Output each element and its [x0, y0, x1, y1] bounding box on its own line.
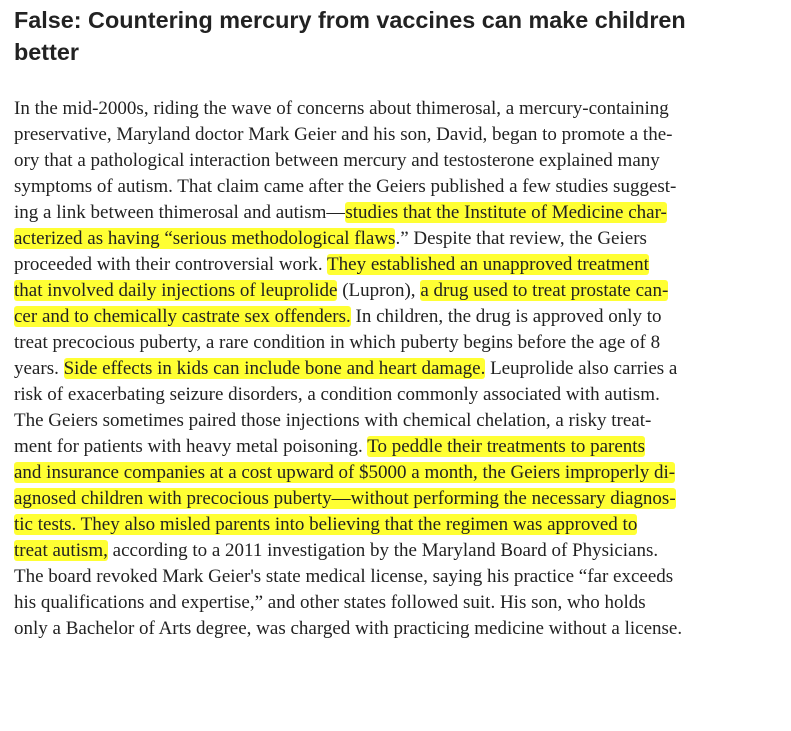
article: [14, 4, 790, 639]
body-text-segment: symptoms of autism. That claim came after the Geiers published a few studies suggest-: [14, 176, 677, 197]
body-text-segment: The board revoked Mark Geier's state medical license, saying his practice “far exceeds: [14, 566, 674, 587]
body-text-segment: treat precocious puberty, a rare condition in which puberty begins before the age of 8: [14, 332, 661, 353]
body-line: [14, 174, 682, 200]
highlighted-text: treat autism,: [14, 540, 108, 561]
body-line: [14, 512, 682, 538]
highlighted-text: that involved daily injections of leuprolide: [14, 280, 338, 301]
highlighted-text: cer and to chemically castrate sex offenders.: [14, 306, 351, 327]
body-text-segment: The Geiers sometimes paired those injections with chemical chelation, a risky treat-: [14, 410, 652, 431]
body-line: [14, 200, 682, 226]
body-line: [14, 252, 682, 278]
body-line: [14, 460, 682, 486]
body-line: [14, 226, 682, 252]
highlighted-text: agnosed children with precocious puberty—without performing the necessary diagnos-: [14, 488, 676, 509]
body-text-segment: In the mid-2000s, riding the wave of concerns about thimerosal, a mercury-containing: [14, 98, 669, 119]
body-line: [14, 538, 682, 564]
body-line: [14, 382, 682, 408]
body-text-segment: ing a link between thimerosal and autism—: [14, 202, 346, 223]
body-text-segment: .” Despite that review, the Geiers: [395, 228, 647, 249]
article-body-paragraph: [14, 96, 682, 642]
body-line: [14, 330, 682, 356]
body-line: [14, 148, 682, 174]
body-text-segment: (Lupron),: [337, 280, 421, 301]
body-text-segment: preservative, Maryland doctor Mark Geier and his son, David, began to promote a the-: [14, 124, 673, 145]
body-text-segment: risk of exacerbating seizure disorders, a condition commonly associated with autism.: [14, 384, 660, 405]
body-text-segment: his qualifications and expertise,” and other states followed suit. His son, who holds: [14, 592, 646, 613]
body-line: [14, 96, 682, 122]
highlighted-text: They established an unapproved treatment: [327, 254, 649, 275]
highlighted-text: acterized as having “serious methodological flaws: [14, 228, 396, 249]
body-line: [14, 408, 682, 434]
highlighted-text: To peddle their treatments to parents: [367, 436, 645, 457]
body-line: [14, 356, 682, 382]
body-line: [14, 278, 682, 304]
headline-line: better: [14, 39, 79, 65]
body-text-segment: only a Bachelor of Arts degree, was charged with practicing medicine without a license.: [14, 618, 683, 639]
body-text-segment: ory that a pathological interaction between mercury and testosterone explained many: [14, 150, 660, 171]
article-headline: [14, 4, 790, 68]
body-line: [14, 616, 682, 642]
body-line: [14, 590, 682, 616]
body-line: [14, 122, 682, 148]
body-line: [14, 434, 682, 460]
highlighted-text: Side effects in kids can include bone and heart damage.: [63, 358, 486, 379]
highlighted-text: tic tests. They also misled parents into believing that the regimen was approved to: [14, 514, 638, 535]
headline-line: False: Countering mercury from vaccines can make children: [14, 7, 686, 33]
body-line: [14, 486, 682, 512]
body-text-segment: years.: [14, 358, 64, 379]
body-text-segment: In children, the drug is approved only to: [350, 306, 662, 327]
body-text-segment: Leuprolide also carries a: [485, 358, 678, 379]
highlighted-text: and insurance companies at a cost upward of $5000 a month, the Geiers improperly di-: [14, 462, 676, 483]
body-line: [14, 304, 682, 330]
body-text-segment: ment for patients with heavy metal poisoning.: [14, 436, 368, 457]
body-line: [14, 564, 682, 590]
highlighted-text: a drug used to treat prostate can-: [420, 280, 669, 301]
body-text-segment: proceeded with their controversial work.: [14, 254, 328, 275]
body-text-segment: according to a 2011 investigation by the Maryland Board of Physicians.: [107, 540, 659, 561]
highlighted-text: studies that the Institute of Medicine char-: [345, 202, 667, 223]
